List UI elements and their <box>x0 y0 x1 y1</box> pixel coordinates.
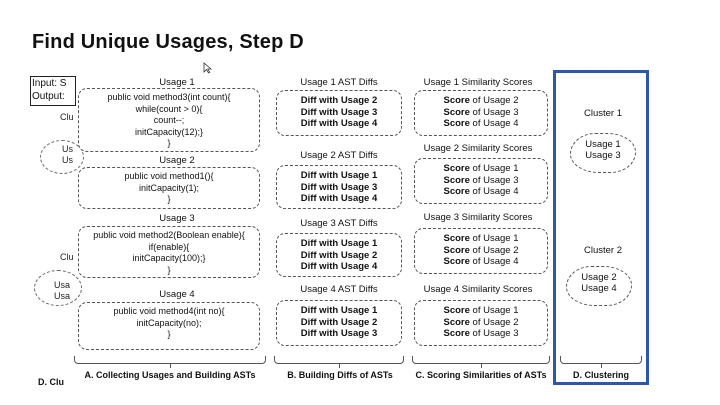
bg-fragment: Clu <box>60 112 74 122</box>
stage-brace <box>412 356 550 364</box>
score-prefix: Score <box>443 106 470 118</box>
code-line: while(count > 0){ <box>135 103 203 114</box>
score-of: of <box>472 95 481 106</box>
score-target: Usage 1 <box>483 233 519 244</box>
cluster-member: Usage 1 <box>585 139 621 150</box>
score-target: Usage 3 <box>483 328 519 339</box>
code-line: initCapacity(no); <box>136 317 202 328</box>
slide-title: Find Unique Usages, Step D <box>32 31 304 53</box>
score-target: Usage 2 <box>483 316 519 328</box>
bg-fragment: Usa <box>54 280 71 290</box>
stage-brace-tick <box>339 364 340 368</box>
diffs-box-usage-4 <box>276 300 402 346</box>
score-target: Usage 4 <box>483 256 519 267</box>
diffs-box-usage-1 <box>276 90 402 136</box>
scores-label: Usage 4 Similarity Scores <box>423 284 533 295</box>
usage-label: Usage 4 <box>159 289 195 300</box>
score-of: of <box>472 163 481 174</box>
diff-row: Diff with Usage 4 <box>300 118 378 129</box>
score-prefix: Score <box>443 244 470 256</box>
diffs-label: Usage 2 AST Diffs <box>300 150 378 161</box>
code-line: initCapacity(100);} <box>132 253 206 263</box>
code-line: if(enable){ <box>148 241 190 252</box>
code-line: } <box>167 138 171 148</box>
score-row <box>415 95 547 107</box>
score-target: Usage 4 <box>483 186 519 197</box>
score-target: Usage 4 <box>483 118 519 129</box>
code-line: initCapacity(1); <box>138 182 200 193</box>
scores-box-usage-2 <box>414 158 548 204</box>
mouse-cursor-icon <box>203 62 213 74</box>
score-row <box>415 328 547 340</box>
bg-fragment: D. Clu <box>38 377 64 387</box>
code-box-usage-2 <box>78 167 260 209</box>
score-prefix: Score <box>443 118 470 129</box>
diffs-label: Usage 3 AST Diffs <box>300 218 378 229</box>
score-row <box>415 107 547 119</box>
code-line: public void method3(int count){ <box>107 92 231 102</box>
code-line: public void method4(int no){ <box>113 306 225 316</box>
score-row <box>415 233 547 245</box>
bg-fragment: Us <box>62 144 73 154</box>
diffs-label: Usage 4 AST Diffs <box>300 284 378 295</box>
scores-box-usage-3 <box>414 228 548 274</box>
diff-row: Diff with Usage 4 <box>300 193 378 204</box>
code-box-usage-4 <box>78 302 260 350</box>
cluster-member: Usage 2 <box>581 272 617 283</box>
score-of: of <box>472 106 481 118</box>
scores-label: Usage 2 Similarity Scores <box>423 143 533 154</box>
score-row <box>415 163 547 175</box>
cluster-label: Cluster 2 <box>583 245 622 256</box>
io-input-text: Input: S <box>32 78 67 89</box>
code-box-usage-3 <box>78 226 260 278</box>
scores-box-usage-4 <box>414 300 548 346</box>
bg-fragment: Usa <box>54 291 71 301</box>
code-box-usage-1 <box>78 88 260 152</box>
code-line: } <box>167 194 171 204</box>
diffs-box-usage-3 <box>276 233 402 277</box>
score-row <box>415 175 547 187</box>
diff-row: Diff with Usage 3 <box>300 328 378 339</box>
diff-row: Diff with Usage 4 <box>300 261 378 272</box>
score-target: Usage 3 <box>483 174 519 186</box>
score-of: of <box>472 118 481 129</box>
code-line: public void method1(){ <box>124 171 214 181</box>
score-target: Usage 1 <box>483 163 519 174</box>
clustering-highlight-frame <box>553 70 649 385</box>
stage-label-b: B. Building Diffs of ASTs <box>287 370 393 380</box>
score-of: of <box>472 256 481 267</box>
bg-fragment: Clu <box>60 252 74 262</box>
diff-row: Diff with Usage 3 <box>300 106 378 118</box>
cluster-member: Usage 4 <box>581 283 617 294</box>
code-line: public void method2(Boolean enable){ <box>93 230 245 240</box>
score-of: of <box>472 305 481 316</box>
stage-brace <box>74 356 266 364</box>
score-of: of <box>472 316 481 328</box>
score-target: Usage 2 <box>483 244 519 256</box>
diff-row: Diff with Usage 1 <box>300 238 378 249</box>
score-prefix: Score <box>443 305 470 316</box>
score-target: Usage 1 <box>483 305 519 316</box>
cluster-member: Usage 3 <box>585 150 621 161</box>
score-target: Usage 3 <box>483 106 519 118</box>
diffs-box-usage-2 <box>276 165 402 209</box>
score-prefix: Score <box>443 328 470 339</box>
stage-brace-tick <box>481 364 482 368</box>
score-row <box>415 305 547 317</box>
diff-row: Diff with Usage 2 <box>300 249 378 261</box>
score-prefix: Score <box>443 256 470 267</box>
code-line: count--; <box>153 115 185 125</box>
diff-row: Diff with Usage 1 <box>300 305 378 316</box>
diff-row: Diff with Usage 3 <box>300 181 378 193</box>
cluster-label: Cluster 1 <box>583 108 622 119</box>
usage-label: Usage 2 <box>159 155 195 166</box>
stage-label-a: A. Collecting Usages and Building ASTs <box>84 370 256 380</box>
score-prefix: Score <box>443 316 470 328</box>
score-of: of <box>472 233 481 244</box>
stage-label-d: D. Clustering <box>572 370 629 380</box>
score-of: of <box>472 174 481 186</box>
score-prefix: Score <box>443 186 470 197</box>
diff-row: Diff with Usage 2 <box>300 316 378 328</box>
diff-row: Diff with Usage 2 <box>300 95 378 106</box>
diff-row: Diff with Usage 1 <box>300 170 378 181</box>
score-prefix: Score <box>443 233 470 244</box>
usage-label: Usage 3 <box>159 213 195 224</box>
score-target: Usage 2 <box>483 95 519 106</box>
score-row <box>415 256 547 268</box>
stage-brace-tick <box>170 364 171 368</box>
scores-label: Usage 3 Similarity Scores <box>423 212 533 223</box>
diffs-label: Usage 1 AST Diffs <box>300 77 378 88</box>
score-row <box>415 118 547 130</box>
stage-label-c: C. Scoring Similarities of ASTs <box>415 370 547 380</box>
scores-box-usage-1 <box>414 90 548 136</box>
io-box <box>30 76 76 106</box>
score-row <box>415 186 547 198</box>
stage-brace <box>274 356 404 364</box>
score-prefix: Score <box>443 163 470 174</box>
code-line: } <box>167 264 171 275</box>
code-line: initCapacity(12);} <box>134 126 204 137</box>
usage-label: Usage 1 <box>159 77 195 88</box>
scores-label: Usage 1 Similarity Scores <box>423 77 533 88</box>
score-prefix: Score <box>443 174 470 186</box>
score-of: of <box>472 244 481 256</box>
bg-fragment: Us <box>62 155 73 165</box>
code-line: } <box>167 329 171 339</box>
score-row <box>415 245 547 257</box>
score-prefix: Score <box>443 95 470 106</box>
score-of: of <box>472 186 481 197</box>
io-output-text: Output: <box>32 91 65 102</box>
score-row <box>415 317 547 329</box>
score-of: of <box>472 328 481 339</box>
